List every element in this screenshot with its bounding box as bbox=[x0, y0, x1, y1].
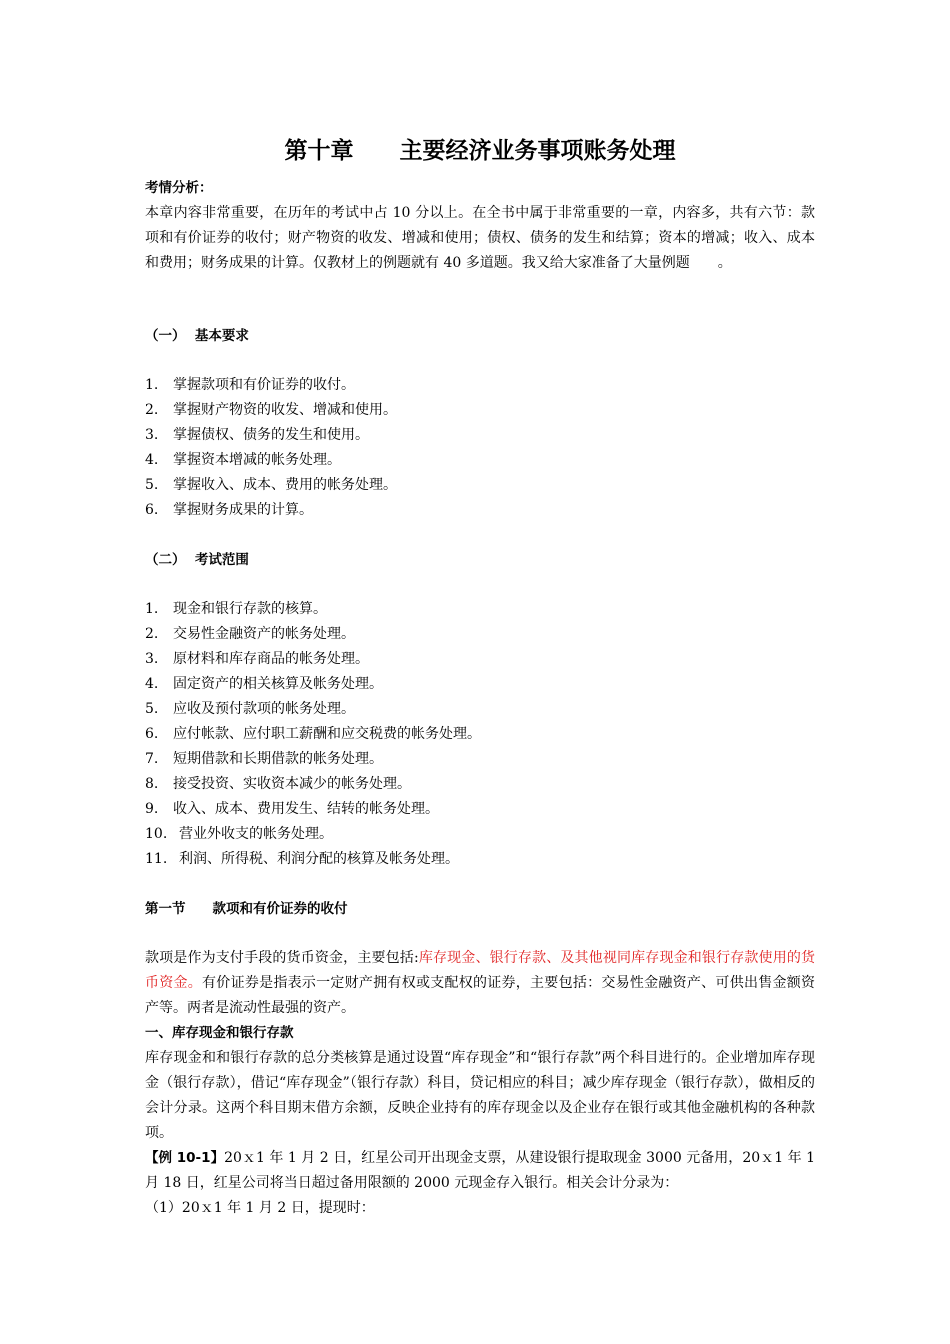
exam-scope-item bbox=[145, 647, 815, 672]
list-item-number: 6. bbox=[145, 726, 159, 742]
example-label: 【例 10-1】 bbox=[145, 1150, 225, 1166]
list-item-text: 现金和银行存款的核算。 bbox=[173, 601, 327, 617]
basic-requirement-item bbox=[145, 498, 815, 523]
exam-scope-item bbox=[145, 722, 815, 747]
exam-scope-item bbox=[145, 797, 815, 822]
analysis-block bbox=[145, 176, 815, 276]
list-item-text: 短期借款和长期借款的帐务处理。 bbox=[173, 751, 383, 767]
basic-requirements-section bbox=[145, 324, 815, 349]
basic-requirement-item bbox=[145, 398, 815, 423]
list-item-number: 4. bbox=[145, 452, 159, 468]
exam-scope-list-wrap bbox=[145, 597, 815, 872]
exam-scope-item bbox=[145, 672, 815, 697]
example-step-1: （1）20ｘ1 年 1 月 2 日，提现时： bbox=[145, 1200, 375, 1216]
list-item-text: 营业外收支的帐务处理。 bbox=[179, 826, 333, 842]
example-text: 20ｘ1 年 1 月 2 日，红星公司开出现金支票，从建设银行提取现金 3000 元备用，20ｘ1 年 1 月 18 日，红星公司将当日超过备用限额的 2000 元现金存入银行。相关会计分录为： bbox=[145, 1150, 815, 1191]
intro-text-continued: 有价证券是指表示一定财产拥有权或支配权的证券，主要包括：交易性金融资产、可供出售金额资产等。两者是流动性最强的资产。 bbox=[145, 975, 816, 1016]
list-item-number: 6. bbox=[145, 502, 159, 518]
list-item-number: 2. bbox=[145, 402, 159, 418]
basic-requirement-item bbox=[145, 373, 815, 398]
exam-scope-item bbox=[145, 597, 815, 622]
subsection-paragraph: 库存现金和和银行存款的总分类核算是通过设置“库存现金”和“银行存款”两个科目进行的。企业增加库存现金（银行存款），借记“库存现金”（银行存款）科目，贷记相应的科目；减少库存现金（银行存款），做相反的会计分录。这两个科目期末借方余额，反映企业持有的库存现金以及企业存在银行或其他金融机构的各种款项。 bbox=[145, 1050, 815, 1141]
list-item-number: 2. bbox=[145, 626, 159, 642]
list-item-text: 掌握财产物资的收发、增减和使用。 bbox=[173, 402, 397, 418]
list-item-number: 4. bbox=[145, 676, 159, 692]
intro-text: 款项是作为支付手段的货币资金，主要包括: bbox=[145, 950, 419, 966]
analysis-paragraph: 本章内容非常重要，在历年的考试中占 10 分以上。在全书中属于非常重要的一章，内容多，共有六节：款项和有价证券的收付；财产物资的收发、增减和使用；债权、债务的发生和结算；资本的增减；收入、成本和费用；财务成果的计算。仅教材上的例题就有 40 多道题。我又给大家准备了大量例题 。 bbox=[145, 205, 815, 271]
basic-requirements-list bbox=[145, 373, 815, 523]
basic-requirement-item bbox=[145, 423, 815, 448]
list-item-text: 应付帐款、应付职工薪酬和应交税费的帐务处理。 bbox=[173, 726, 481, 742]
list-item-text: 掌握收入、成本、费用的帐务处理。 bbox=[173, 477, 397, 493]
list-item-text: 掌握财务成果的计算。 bbox=[173, 502, 313, 518]
section-one-body bbox=[145, 946, 815, 1221]
list-item-number: 1. bbox=[145, 377, 159, 393]
list-item-number: 7. bbox=[145, 751, 159, 767]
list-item-text: 应收及预付款项的帐务处理。 bbox=[173, 701, 355, 717]
section-one-heading-wrap bbox=[145, 897, 815, 922]
exam-scope-item bbox=[145, 747, 815, 772]
basic-requirement-item bbox=[145, 448, 815, 473]
exam-scope-item bbox=[145, 772, 815, 797]
list-item-number: 3. bbox=[145, 427, 159, 443]
list-item-text: 利润、所得税、利润分配的核算及帐务处理。 bbox=[179, 851, 459, 867]
list-item-number: 10. bbox=[145, 826, 168, 842]
list-item-text: 原材料和库存商品的帐务处理。 bbox=[173, 651, 369, 667]
list-item-number: 9. bbox=[145, 801, 159, 817]
exam-scope-item bbox=[145, 847, 815, 872]
intro-highlight: 库存现金、银行存款、及其他视同库存现金和银行存款使用的货币资金。 bbox=[145, 950, 816, 991]
exam-scope-item bbox=[145, 822, 815, 847]
list-item-number: 3. bbox=[145, 651, 159, 667]
basic-requirement-item bbox=[145, 473, 815, 498]
chapter-title: 第十章 主要经济业务事项账务处理 bbox=[284, 138, 676, 164]
list-item-number: 1. bbox=[145, 601, 159, 617]
basic-requirements-list-wrap bbox=[145, 373, 815, 523]
analysis-heading: 考情分析： bbox=[145, 180, 213, 196]
list-item-text: 掌握资本增减的帐务处理。 bbox=[173, 452, 341, 468]
list-item-number: 11. bbox=[145, 851, 168, 867]
exam-scope-item bbox=[145, 622, 815, 647]
example-paragraph bbox=[145, 1146, 815, 1196]
list-item-text: 接受投资、实收资本减少的帐务处理。 bbox=[173, 776, 411, 792]
list-item-number: 5. bbox=[145, 701, 159, 717]
list-item-text: 收入、成本、费用发生、结转的帐务处理。 bbox=[173, 801, 439, 817]
exam-scope-section bbox=[145, 548, 815, 573]
section-one-intro bbox=[145, 946, 815, 1021]
subsection-heading: 一、库存现金和银行存款 bbox=[145, 1025, 294, 1041]
list-item-text: 掌握债权、债务的发生和使用。 bbox=[173, 427, 369, 443]
list-item-number: 8. bbox=[145, 776, 159, 792]
exam-scope-list bbox=[145, 597, 815, 872]
list-item-text: 固定资产的相关核算及帐务处理。 bbox=[173, 676, 383, 692]
list-item-text: 交易性金融资产的帐务处理。 bbox=[173, 626, 355, 642]
basic-requirements-heading: （一） 基本要求 bbox=[145, 328, 249, 344]
list-item-number: 5. bbox=[145, 477, 159, 493]
list-item-text: 掌握款项和有价证券的收付。 bbox=[173, 377, 355, 393]
section-one-heading: 第一节 款项和有价证券的收付 bbox=[145, 901, 348, 917]
exam-scope-item bbox=[145, 697, 815, 722]
exam-scope-heading: （二） 考试范围 bbox=[145, 552, 249, 568]
